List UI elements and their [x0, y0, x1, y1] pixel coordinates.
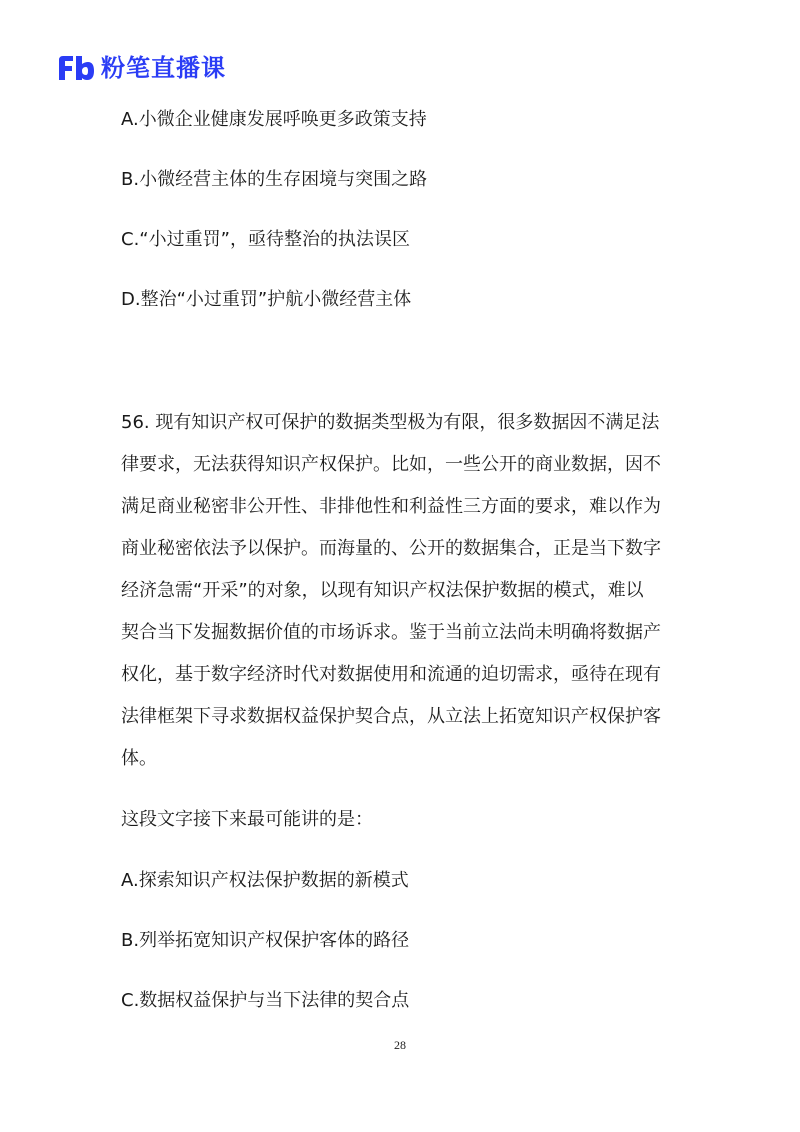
option-b: B.列举拓宽知识产权保护客体的路径 — [121, 930, 410, 951]
option-c: C.数据权益保护与当下法律的契合点 — [121, 990, 410, 1011]
passage-line-8: 法律框架下寻求数据权益保护契合点，从立法上拓宽知识产权保护客 — [121, 706, 661, 727]
passage-line-7: 权化，基于数字经济时代对数据使用和流通的迫切需求，亟待在现有 — [121, 664, 661, 685]
passage-line-1: 56. 现有知识产权可保护的数据类型极为有限，很多数据因不满足法 — [121, 412, 660, 433]
page-number: 28 — [394, 1038, 406, 1052]
prev-option-d: D.整治“小过重罚”护航小微经营主体 — [121, 289, 412, 310]
option-a: A.探索知识产权法保护数据的新模式 — [121, 870, 409, 891]
prev-option-a: A.小微企业健康发展呼唤更多政策支持 — [121, 109, 427, 130]
passage-line-2: 律要求，无法获得知识产权保护。比如，一些公开的商业数据，因不 — [121, 454, 661, 475]
passage-line-5: 经济急需“开采”的对象，以现有知识产权法保护数据的模式，难以 — [121, 580, 644, 601]
passage-line-4: 商业秘密依法予以保护。而海量的、公开的数据集合，正是当下数字 — [121, 538, 661, 559]
question-prompt: 这段文字接下来最可能讲的是： — [121, 809, 373, 830]
fenbi-logo-icon — [57, 54, 95, 82]
passage-line-9: 体。 — [121, 748, 157, 769]
prev-option-b: B.小微经营主体的生存困境与突围之路 — [121, 169, 428, 190]
passage-line-6: 契合当下发掘数据价值的市场诉求。鉴于当前立法尚未明确将数据产 — [121, 622, 661, 643]
logo — [57, 52, 226, 84]
prev-option-c: C.“小过重罚”，亟待整治的执法误区 — [121, 229, 410, 250]
logo-text: 粉笔直播课 — [101, 54, 226, 82]
passage-line-3: 满足商业秘密非公开性、非排他性和利益性三方面的要求，难以作为 — [121, 496, 661, 517]
